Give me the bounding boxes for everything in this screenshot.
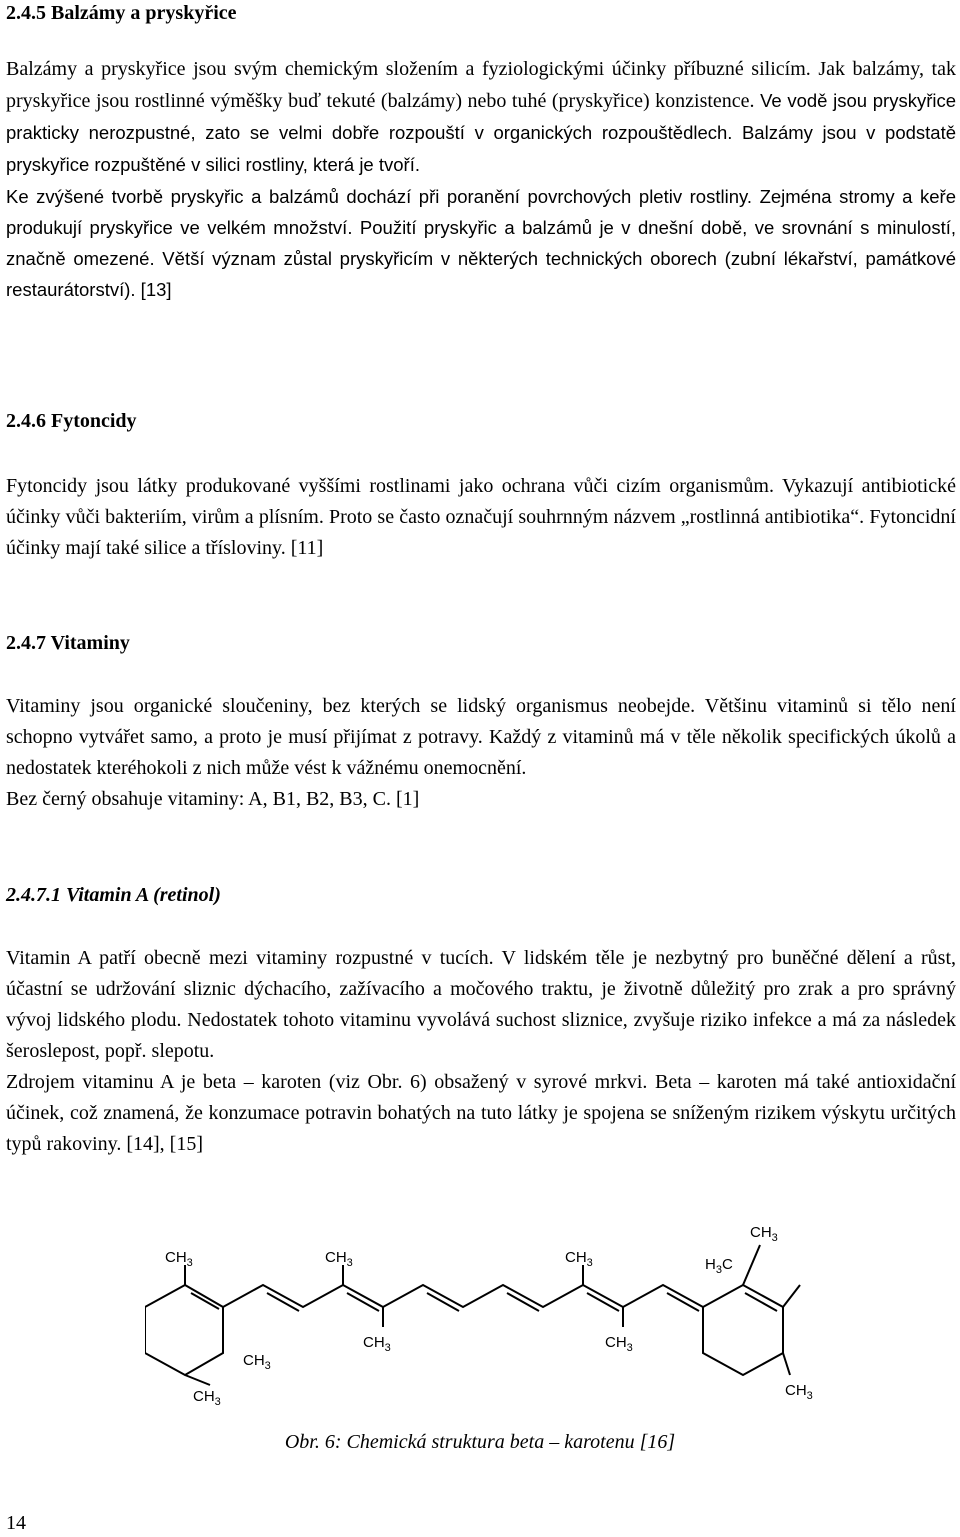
ch3-label: $CH_3$	[193, 1388, 221, 1405]
ch3-label: $CH_3$	[785, 1382, 813, 1402]
page-number: 14	[6, 1512, 26, 1534]
ch3-label: $CH_3$	[363, 1334, 391, 1354]
h3c-label: $H_3C$	[705, 1256, 733, 1276]
section-heading-2-4-6: 2.4.6 Fytoncidy	[6, 410, 137, 432]
ch3-label: $CH_3$	[243, 1352, 271, 1372]
ch3-label: $CH_3$	[325, 1249, 353, 1269]
paragraph-balzamy-1	[6, 54, 956, 181]
paragraph-vitaminy-2: Bez černý obsahuje vitaminy: A, B1, B2, B3, C. [1]	[6, 788, 420, 810]
ch3-label: $CH_3$	[605, 1334, 633, 1354]
paragraph-fytoncidy: Fytoncidy jsou látky produkované vyššími rostlinami jako ochrana vůči cizím organismům. Vykazují antibiotické účinky vůči bakteriím, virům a plísním. Proto se často označují souhrnným názvem „rostlinná antibiotika“. Fytoncidní účinky mají také silice a třísloviny. [11]	[6, 475, 956, 559]
ch3-label: $CH_3$	[565, 1249, 593, 1269]
figure-caption: Obr. 6: Chemická struktura beta – karotenu [16]	[284, 1431, 676, 1453]
section-heading-2-4-7: 2.4.7 Vitaminy	[6, 632, 130, 654]
paragraph-balzamy-2: Ke zvýšené tvorbě pryskyřic a balzámů dochází při poranění povrchových pletiv rostliny. Zejména stromy a keře produkují pryskyřice ve velkém množství. Použití pryskyřic a balzámů je v dnešní době, ve srovnání s minulostí, značně omezené. Větší význam zůstal pryskyřicím v některých technických oborech (zubní lékařství, památkové restaurátorství). [13]	[6, 186, 956, 300]
ch3-label: $CH_3$	[165, 1249, 193, 1269]
section-heading-2-4-5: 2.4.5 Balzámy a pryskyřice	[6, 2, 237, 24]
paragraph-vitaminy-1: Vitaminy jsou organické sloučeniny, bez kterých se lidský organismus neobejde. Většinu vitaminů si tělo není schopno vytvářet samo, a proto je musí přijímat z potravy. Každý z vitaminů má v těle několik specifických úkolů a nedostatek kteréhokoli z nich může vést k vážnému onemocnění.	[6, 695, 956, 779]
text-run: Balzámy a pryskyřice jsou svým chemickým složením a fyziologickými účinky příbuzné silicím. Jak balzámy, tak pryskyřice jsou rostlinné výměšky buď tekuté (balzámy) nebo tuhé (pryskyřice) konzistence.	[6, 58, 956, 112]
paragraph-vitamin-a-2: Zdrojem vitaminu A je beta – karoten (viz Obr. 6) obsažený v syrové mrkvi. Beta – karoten má také antioxidační účinek, což znamená, že konzumace potravin bohatých na tuto látky je spojena se sníženým rizikem výskytu určitých typů rakoviny. [14], [15]	[6, 1071, 956, 1155]
beta-carotene-structure-diagram	[145, 1215, 825, 1405]
text-run-sans: Balzámy jsou v podstatě pryskyřice rozpuštěné v silici rostliny, která je tvoří.	[6, 122, 957, 175]
text-run-sans: Ve vodě jsou pryskyřice prakticky nerozpustné, zato se velmi dobře rozpouští v organických rozpouštědlech.	[6, 90, 956, 143]
atom-labels	[165, 1224, 813, 1405]
ch3-label: $CH_3$	[750, 1224, 778, 1244]
section-heading-2-4-7-1: 2.4.7.1 Vitamin A (retinol)	[6, 884, 221, 906]
paragraph-vitamin-a-1: Vitamin A patří obecně mezi vitaminy rozpustné v tucích. V lidském těle je nezbytný pro buněčné dělení a růst, účastní se udržování sliznic dýchacího, zažívacího a močového traktu, je životně důležitý pro zrak a pro správný vývoj lidského plodu. Nedostatek tohoto vitaminu vyvolává suchost sliznice, zvyšuje riziko infekce a má za následek šeroslepost, popř. slepotu.	[6, 947, 956, 1062]
